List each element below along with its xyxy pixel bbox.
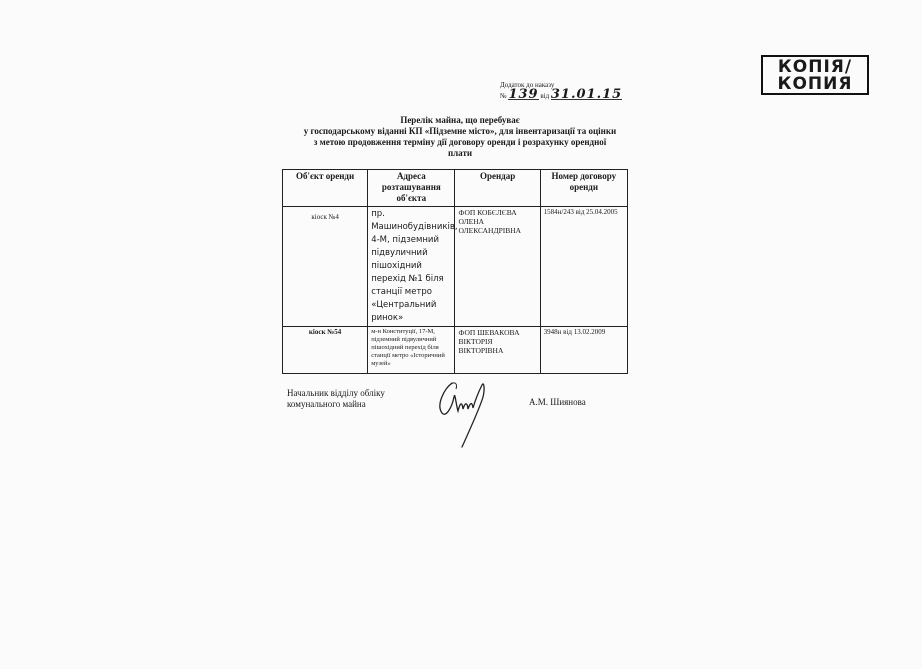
- addendum-reference: [500, 81, 622, 101]
- addendum-no-label: №: [500, 92, 507, 100]
- cell-object: кіоск №4: [283, 207, 368, 327]
- cell-contract: 1584н/243 від 25.04.2005: [540, 207, 627, 327]
- cell-tenant: ФОП ШЕВАКОВА ВІКТОРІЯ ВІКТОРІВНА: [455, 327, 540, 374]
- addendum-label: Додаток до наказу: [500, 81, 555, 89]
- position-line-2: комунального майна: [287, 399, 366, 409]
- table-header-row: [283, 170, 628, 207]
- signatory-name: А.М. Шиянова: [529, 397, 586, 407]
- header-object: Об'єкт оренди: [283, 170, 368, 207]
- property-table: [282, 169, 628, 374]
- header-tenant: Орендар: [455, 170, 540, 207]
- handwritten-signature: [430, 375, 502, 449]
- signatory-position: [287, 388, 385, 410]
- title-line-4: плати: [447, 148, 473, 158]
- title-line-2: у господарському віданні КП «Підземне місто», для інвентаризації та оцінки: [303, 126, 617, 136]
- cell-tenant: ФОП КОБЄЛЄВА ОЛЕНА ОЛЕКСАНДРІВНА: [455, 207, 540, 327]
- header-contract: Номер договору оренди: [540, 170, 627, 207]
- stamp-line-1: КОПІЯ/: [777, 57, 853, 77]
- position-line-1: Начальник відділу обліку: [287, 388, 385, 398]
- copy-stamp: [761, 55, 869, 95]
- cell-address: пр. Машинобудівників, 4-М, підземний підвуличний пішохідний перехід №1 біля станції метро «Центральний ринок»: [368, 207, 455, 327]
- header-address: Адреса розташування об'єкта: [368, 170, 455, 207]
- table-row: [283, 327, 628, 374]
- cell-object: кіоск №54: [283, 327, 368, 374]
- addendum-date-label: від: [540, 92, 550, 100]
- document-title: [270, 115, 650, 159]
- addendum-number: 139: [508, 87, 539, 102]
- cell-contract: 3948н від 13.02.2009: [540, 327, 627, 374]
- title-line-1: Перелік майна, що перебуває: [400, 115, 520, 125]
- cell-address: м-н Конституції, 17-М, підземний підвуличний пішохідний перехід біля станції метро «Історичний музей»: [368, 327, 455, 374]
- table-row: [283, 207, 628, 327]
- addendum-date: 31.01.15: [550, 87, 623, 102]
- stamp-line-2: КОПИЯ: [777, 74, 853, 94]
- title-line-3: з метою продовження терміну дії договору оренди і розрахунку орендної: [313, 137, 607, 147]
